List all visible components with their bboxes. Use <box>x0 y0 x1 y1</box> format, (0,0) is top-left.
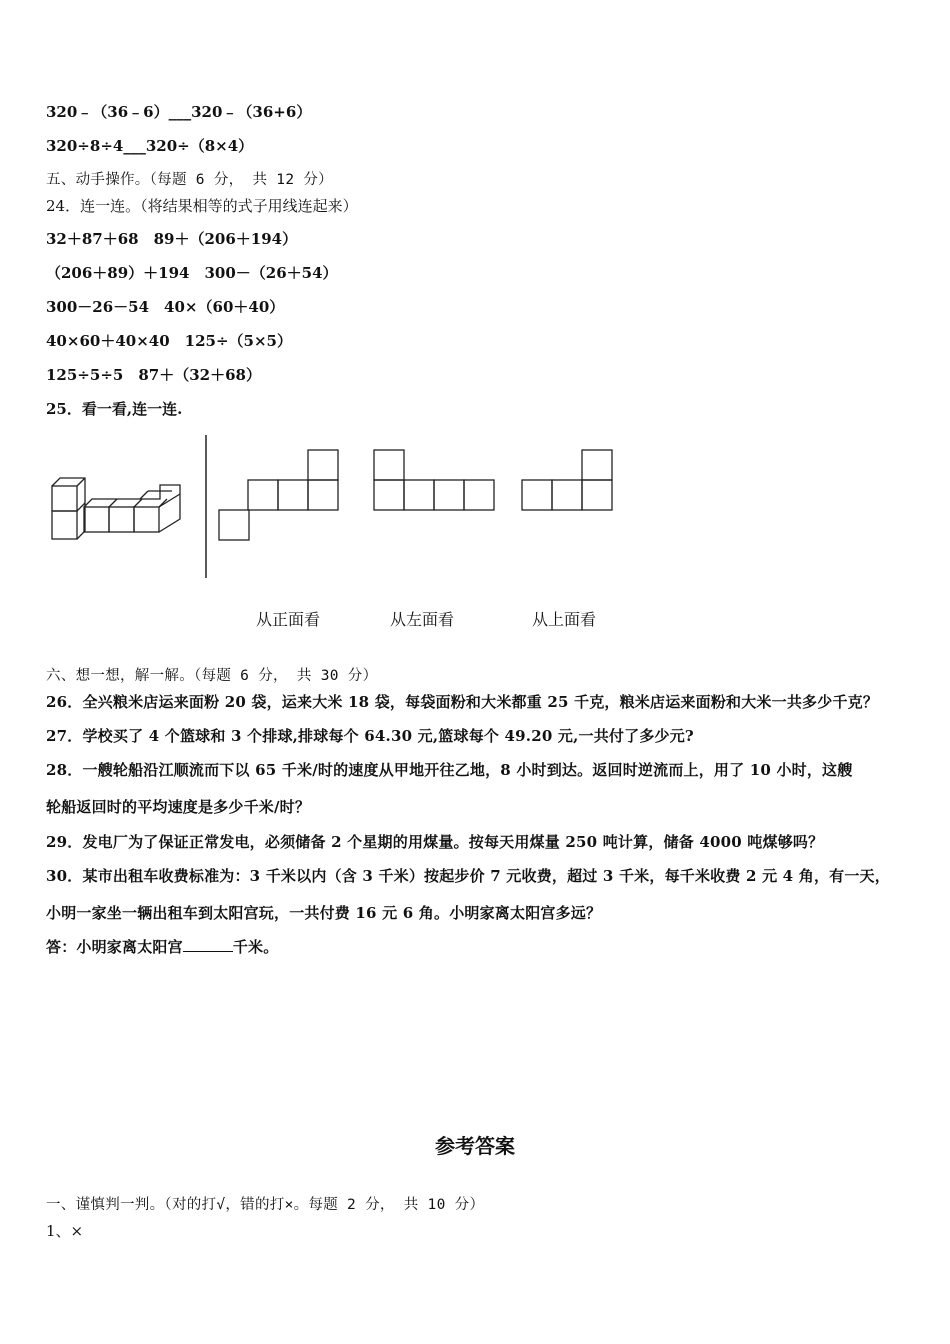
answer-line <box>46 937 278 957</box>
expression-row-5: 125÷5÷5 87＋（32＋68） <box>46 366 261 384</box>
question-30-line-2: 小明一家坐一辆出租车到太阳宫玩，一共付费 16 元 6 角。小明家离太阳宫多远？ <box>46 904 602 922</box>
question-24: 24．连一连。（将结果相等的式子用线连起来） <box>46 197 358 215</box>
answer-suffix: 千米。 <box>232 938 279 956</box>
front-view-label: 从正面看 <box>256 610 321 629</box>
answer-blank[interactable] <box>183 937 233 952</box>
view-shape-a <box>219 450 338 540</box>
top-view-label: 从上面看 <box>532 610 597 629</box>
question-28-line-2: 轮船返回时的平均速度是多少千米/时？ <box>46 798 311 816</box>
expression-row-3: 300－26－54 40×（60＋40） <box>46 298 285 316</box>
expression-row-1: 32＋87＋68 89＋（206＋194） <box>46 230 298 248</box>
expression-row-2: （206＋89）＋194 300－（26＋54） <box>46 264 338 282</box>
question-25: 25．看一看,连一连. <box>46 400 183 418</box>
compare-line-2: 320÷8÷4___320÷（8×4） <box>46 137 254 155</box>
section-5-heading: 五、动手操作。（每题 6 分， 共 12 分） <box>46 172 333 188</box>
view-shape-b <box>374 450 494 510</box>
view-shape-c <box>522 450 612 510</box>
answer-prefix: 答：小明家离太阳宫 <box>46 938 183 956</box>
question-26: 26．全兴粮米店运来面粉 20 袋，运来大米 18 袋，每袋面粉和大米都重 25 千克，粮米店运来面粉和大米一共多少千克？ <box>46 693 879 711</box>
answer-1: 1、× <box>46 1222 84 1240</box>
views-figure <box>0 430 950 600</box>
question-28-line-1: 28．一艘轮船沿江顺流而下以 65 千米/时的速度从甲地开往乙地，8 小时到达。返回时逆流而上，用了 10 小时，这艘 <box>46 761 853 779</box>
cube-solid <box>52 478 180 539</box>
answers-section-1-heading: 一、谨慎判一判。（对的打√，错的打×。每题 2 分， 共 10 分） <box>46 1197 485 1213</box>
section-6-heading: 六、想一想，解一解。（每题 6 分， 共 30 分） <box>46 668 378 684</box>
left-view-label: 从左面看 <box>390 610 455 629</box>
compare-line-1: 320﹣（36﹣6）___320﹣（36+6） <box>46 103 312 121</box>
question-27: 27．学校买了 4 个篮球和 3 个排球,排球每个 64.30 元,篮球每个 49.20 元,一共付了多少元? <box>46 727 694 745</box>
question-29: 29．发电厂为了保证正常发电，必须储备 2 个星期的用煤量。按每天用煤量 250 吨计算，储备 4000 吨煤够吗？ <box>46 833 824 851</box>
answers-title: 参考答案 <box>435 1134 515 1158</box>
question-30-line-1: 30．某市出租车收费标准为：3 千米以内（含 3 千米）按起步价 7 元收费，超过 3 千米，每千米收费 2 元 4 角，有一天， <box>46 867 890 885</box>
expression-row-4: 40×60＋40×40 125÷（5×5） <box>46 332 292 350</box>
